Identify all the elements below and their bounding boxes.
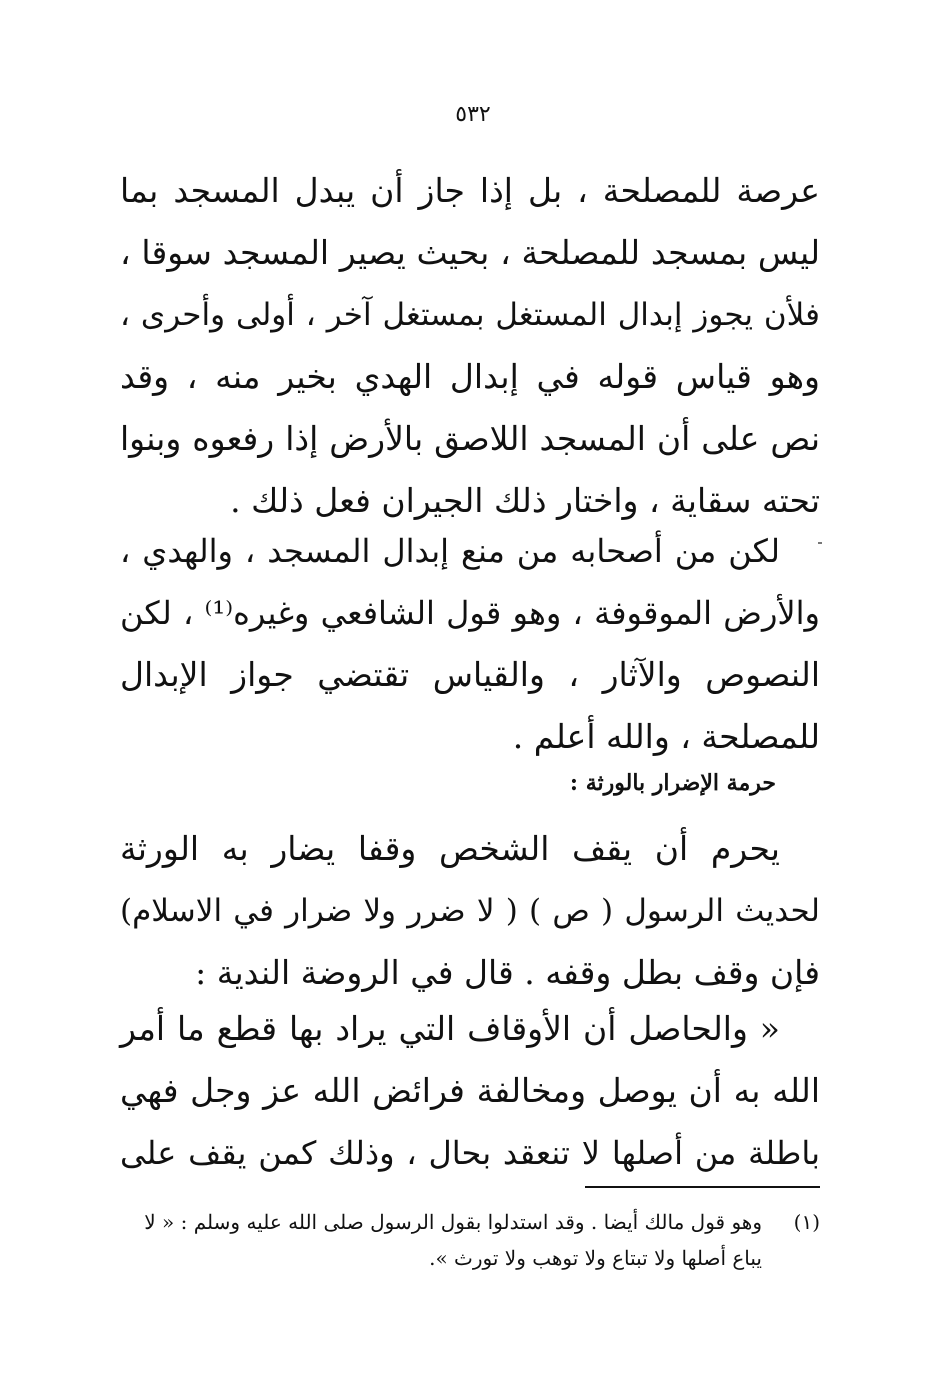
paragraph-line: لكن من أصحابه من منع إبدال المسجد ، والهدي ،	[120, 532, 781, 570]
paragraph-line: يحرم أن يقف الشخص وقفا يضار به الورثة	[120, 829, 780, 868]
footnote-line: يباع أصلها ولا تبتاع ولا توهب ولا تورث ».	[429, 1246, 762, 1270]
paragraph-line: عرصة للمصلحة ، بل إذا جاز أن يبدل المسجد بما	[120, 171, 820, 210]
paragraph-line: والأرض الموقوفة ، وهو قول الشافعي وغيره⁽¹⁾ ، لكن	[120, 594, 821, 632]
paragraph-line: النصوص والآثار ، والقياس تقتضي جواز الإبدال	[120, 655, 820, 694]
paragraph-1	[120, 160, 820, 532]
paragraph-3	[120, 818, 820, 1004]
paragraph-4	[120, 998, 820, 1184]
paragraph-line: « والحاصل أن الأوقاف التي يراد بها قطع ما أمر	[120, 1009, 780, 1048]
footnote-separator	[585, 1186, 820, 1188]
paragraph-line: تحته سقاية ، واختار ذلك الجيران فعل ذلك .	[230, 481, 820, 520]
paragraph-line: وهو قياس قوله في إبدال الهدي بخير منه ، وقد	[120, 357, 820, 396]
paragraph-line: فإن وقف بطل وقفه . قال في الروضة الندية :	[195, 953, 820, 992]
paragraph-2	[120, 520, 820, 768]
footnote-number: (١)	[793, 1210, 820, 1234]
paragraph-line: الله به أن يوصل ومخالفة فرائض الله عز وجل فهي	[120, 1071, 820, 1110]
paragraph-line: فلأن يجوز إبدال المستغل بمستغل آخر ، أولى وأحرى ،	[120, 297, 820, 333]
paragraph-line: ليس بمسجد للمصلحة ، بحيث يصير المسجد سوقا ،	[120, 233, 820, 272]
footnotes	[120, 1204, 820, 1276]
paragraph-line: باطلة من أصلها لا تنعقد بحال ، وذلك كمن يقف على	[120, 1134, 821, 1172]
section-heading: حرمة الإضرار بالورثة :	[569, 770, 776, 796]
footnote-text: وهو قول مالك أيضا . وقد استدلوا بقول الرسول صلى الله عليه وسلم : « لا	[144, 1210, 762, 1234]
paragraph-line: نص على أن المسجد اللاصق بالأرض إذا رفعوه وبنوا	[120, 419, 820, 458]
footnote-line	[120, 1204, 820, 1240]
paragraph-line: لحديث الرسول ( ص ) ( لا ضرر ولا ضرار في الاسلام)	[120, 893, 820, 929]
paragraph-line: للمصلحة ، والله أعلم .	[512, 717, 820, 756]
page-number: ٥٣٢	[455, 102, 491, 127]
